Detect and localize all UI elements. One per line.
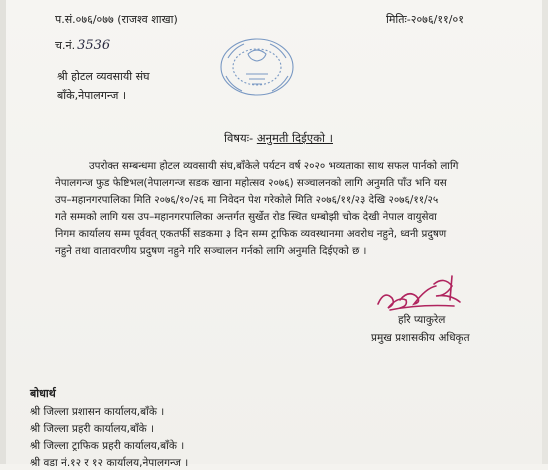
subject-text: अनुमती दिईएको । bbox=[256, 131, 333, 145]
subject-label: विषयः- bbox=[224, 131, 254, 145]
cc-item: श्री जिल्ला ट्राफिक प्रहरी कार्यालय,बाँके । bbox=[30, 440, 185, 452]
signatory-title: प्रमुख प्रशासकीय अधिकृत bbox=[371, 332, 470, 344]
cc-item: श्री जिल्ला प्रशासन कार्यालय,बाँके । bbox=[30, 406, 165, 418]
addressee-address: बाँके,नेपालगन्ज । bbox=[57, 89, 127, 102]
body-line: उप–महानगरपालिका मिति २०७६/१०/२६ मा निवेदन पेश गरेकोले मिति २०७६/११/२३ देखि २०७६/११/२५ bbox=[55, 194, 439, 206]
reference-number: प.सं.०७६/०७७ (राजश्व शाखा) bbox=[55, 13, 178, 26]
body-line: नहुने तथा वातावरणीय प्रदुषण नहुने गरि सञ्चालन गर्नको लागि अनुमति दिईएको छ । bbox=[55, 245, 367, 257]
letter-body bbox=[55, 158, 510, 260]
body-line: नेपालगन्ज फुड फेष्टिभल(नेपालगन्ज सडक खाना महोत्सव २०७६) सञ्चालनको लागि अनुमति पाँउ भनि यस bbox=[55, 177, 447, 189]
handwritten-signature bbox=[370, 270, 480, 318]
signatory-name: हरि प्याकुरेल bbox=[398, 314, 446, 326]
dispatch-number-value: 3536 bbox=[77, 38, 111, 53]
letter-date: मितिः-२०७६/११/०१ bbox=[386, 13, 464, 26]
body-line: गते सम्मको लागि यस उप–महानगरपालिका अन्तर्गत सुर्खेत रोड स्थित धम्बोझी चोक देखी नेपाल वायुसेवा bbox=[55, 211, 437, 223]
cc-heading: बोधार्थ bbox=[30, 387, 56, 400]
cc-item: श्री वडा नं.१२ र १२ कार्यालय,नेपालगन्ज । bbox=[30, 457, 189, 469]
body-line: उपरोक्त सम्बन्धमा होटल व्यवसायी संघ,बाँकेले पर्यटन वर्ष २०२० भव्यताका साथ सफल पार्नको लागि bbox=[89, 160, 459, 172]
cc-item: श्री जिल्ला प्रहरी कार्यालय,बाँके । bbox=[30, 423, 155, 435]
subject-line bbox=[224, 131, 333, 146]
dispatch-number-label: च.नं. bbox=[55, 39, 76, 52]
office-seal-stamp bbox=[216, 34, 298, 100]
body-line: निगम कार्यालय सम्म पूर्ववत् एकतर्फी सडकमा ३ दिन सम्म ट्राफिक व्यवस्थानमा अवरोध नहुने, ध्वनी प्रदुषण bbox=[55, 228, 447, 240]
dispatch-number bbox=[55, 38, 110, 53]
addressee-name: श्री होटल व्यवसायी संघ bbox=[57, 70, 150, 83]
